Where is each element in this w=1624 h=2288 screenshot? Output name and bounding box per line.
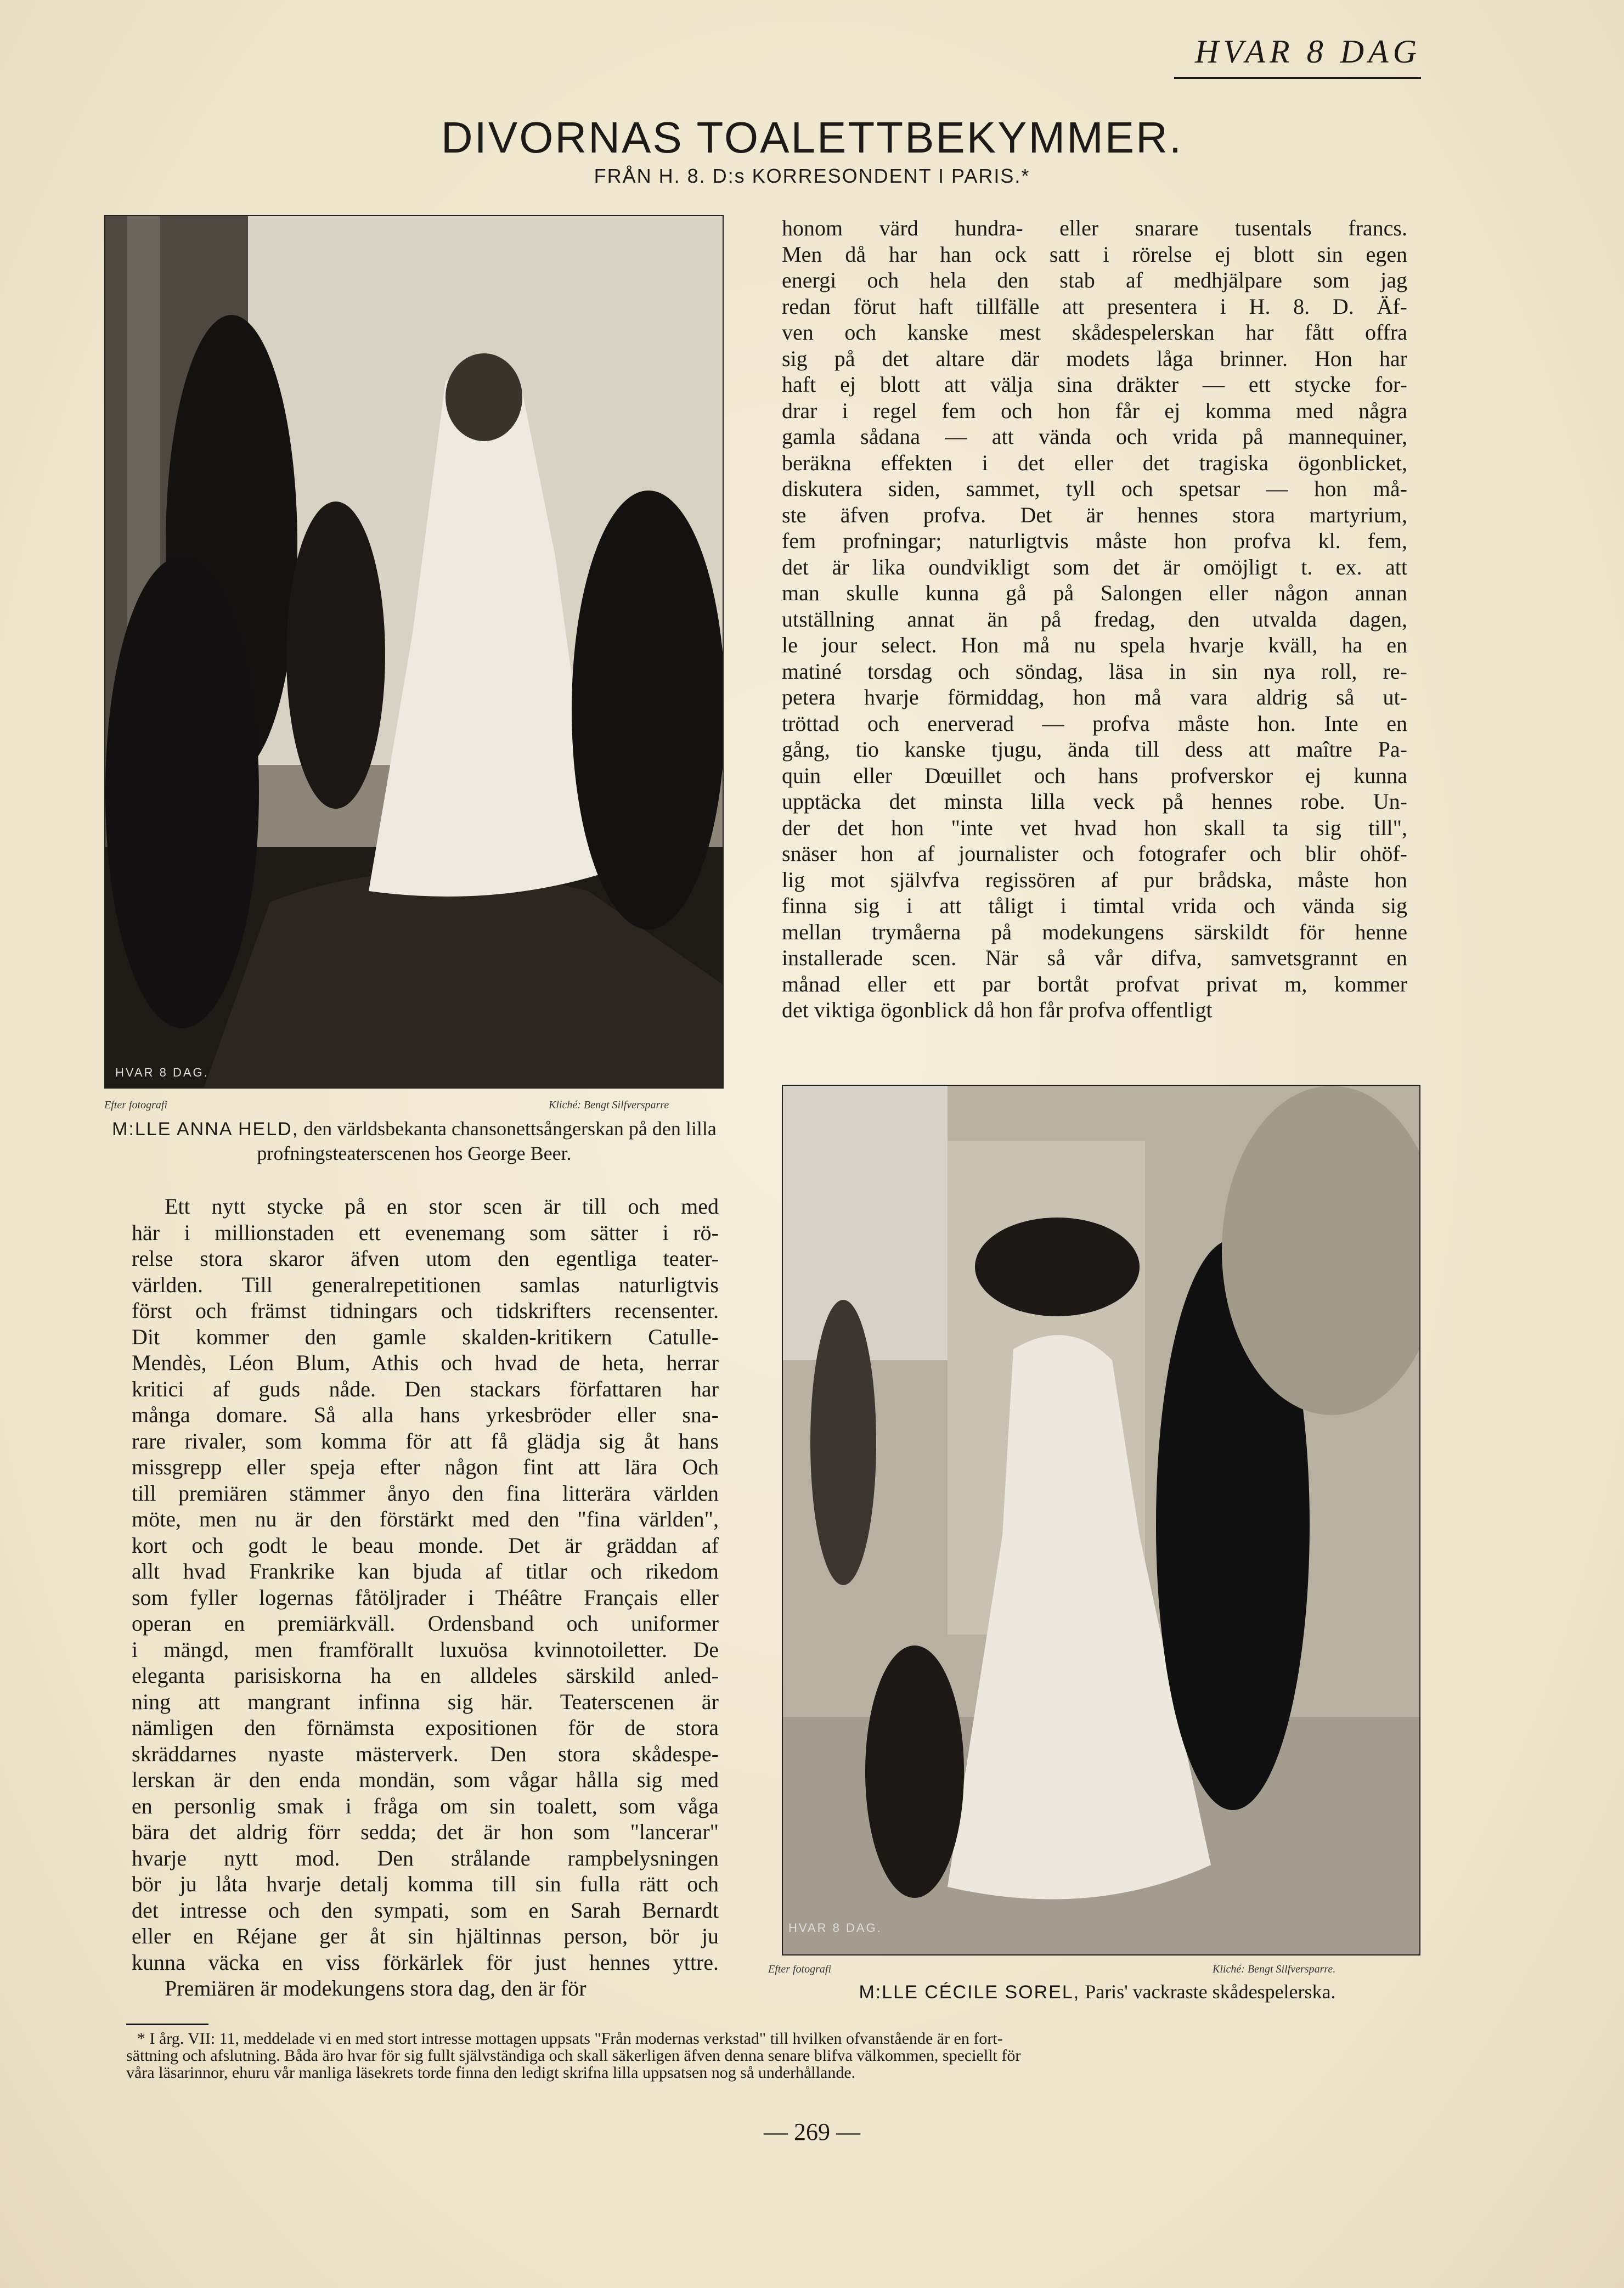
text-line: finna sig i att tåligt i timtal vrida och vända sig (782, 893, 1407, 918)
text-line: operan en premiärkväll. Ordensband och uniformer (132, 1611, 719, 1636)
text-line: le jour select. Hon må nu spela hvarje kväll, ha en (782, 633, 1407, 657)
article-subtitle: FRÅN H. 8. D:s KORRESONDENT I PARIS.* (594, 165, 1030, 187)
text-line: honom värd hundra- eller snarare tusentals francs. (782, 216, 1407, 240)
text-line: quin eller Dœuillet och hans profverskor ej kunna (782, 763, 1407, 788)
photo-cecile-sorel-credit-left: Efter fotografi (768, 1963, 831, 1975)
text-line: der det hon "inte vet hvad hon skall ta sig till", (782, 815, 1407, 840)
text-line: man skulle kunna gå på Salongen eller någon annan (782, 581, 1407, 605)
footnote (126, 2030, 1388, 2081)
photo-cecile-sorel-credit-right: Kliché: Bengt Silfversparre. (1213, 1963, 1336, 1975)
text-line: gamla sådana — att vända och vrida på mannequiner, (782, 424, 1407, 449)
text-line: relse stora skaror äfven utom den egentliga teater- (132, 1246, 719, 1271)
text-line: beräkna effekten i det eller det tragiska ögonblicket, (782, 450, 1407, 475)
text-line: Ett nytt stycke på en stor scen är till och med (165, 1194, 719, 1219)
text-line: ning att mangrant infinna sig här. Teaterscenen är (132, 1689, 719, 1714)
text-line: först och främst tidningars och tidskrifters recensenter. (132, 1298, 719, 1323)
text-line: missgrepp eller speja efter någon fint att lära Och (132, 1455, 719, 1479)
text-line: bör ju låta hvarje detalj komma till sin fulla rätt och (132, 1872, 719, 1896)
text-line: eleganta parisiskorna ha en alldeles särskild anled- (132, 1663, 719, 1688)
text-line: upptäcka det minsta lilla veck på hennes robe. Un- (782, 789, 1407, 814)
photo-anna-held-caption (99, 1117, 730, 1165)
photo-anna-held-caption-name: M:LLE ANNA HELD, (112, 1119, 299, 1140)
photo-anna-held (104, 215, 724, 1089)
text-line: allt hvad Frankrike kan bjuda af titlar och rikedom (132, 1559, 719, 1583)
text-line: rare rivaler, som komma för att få glädja sig åt hans (132, 1428, 719, 1453)
text-line: en personlig smak i fråga om sin toalett, som våga (132, 1793, 719, 1818)
text-line: lig mot självfva regissören af pur brådska, måste hon (782, 867, 1407, 892)
text-line: nämligen den förnämsta expositionen för de stora (132, 1715, 719, 1740)
text-line: bära det aldrig förr sedda; det är hon som "lancerar" (132, 1819, 719, 1844)
text-line: hvarje nytt mod. Den strålande rampbelysningen (132, 1845, 719, 1870)
text-line: kort och godt le beau monde. Det är gräddan af (132, 1532, 719, 1558)
text-line: utställning annat än på fredag, den utvalda dagen, (782, 606, 1407, 632)
text-line: det viktiga ögonblick då hon får profva offentligt (782, 998, 1213, 1022)
text-line: det är lika oundvikligt som det är omöjligt t. ex. att (782, 554, 1407, 579)
text-line: kritici af guds nåde. Den stackars författaren har (132, 1376, 719, 1401)
text-line: många domare. Så alla hans yrkesbröder eller sna- (132, 1402, 719, 1427)
photo-anna-held-tag: HVAR 8 DAG. (115, 1066, 209, 1079)
photo-anna-held-credit-left: Efter fotografi (104, 1099, 167, 1111)
text-line: diskutera siden, sammet, tyll och spetsar — hon må- (782, 476, 1407, 501)
text-line: energi och hela den stab af medhjälpare som jag (782, 268, 1407, 292)
page-number: — 269 — (764, 2118, 860, 2145)
text-line: haft ej blott att välja sina dräkter — ett stycke for- (782, 372, 1407, 397)
article-title: DIVORNAS TOALETTBEKYMMER. (441, 113, 1183, 162)
photo-cecile-sorel-image (783, 1086, 1419, 1954)
text-line: sig på det altare där modets låga brinner. Hon har (782, 346, 1407, 371)
text-line: gång, tio kanske tjugu, ända till dess att maître Pa- (782, 737, 1407, 762)
article-column-left (132, 1193, 719, 2002)
text-line: petera hvarje förmiddag, hon må vara aldrig så ut- (782, 685, 1407, 709)
text-line: det intresse och den sympati, som en Sarah Bernardt (132, 1897, 719, 1923)
photo-anna-held-image (105, 216, 723, 1087)
photo-cecile-sorel-tag: HVAR 8 DAG. (788, 1921, 882, 1935)
footnote-line: våra läsarinnor, ehuru vår manliga läsekrets torde finna den ledigt skrifna lilla uppsatsen nog så underhållande. (126, 2064, 856, 2082)
text-line: ven och kanske mest skådespelerskan har fått offra (782, 320, 1407, 345)
photo-cecile-sorel-caption-name: M:LLE CÉCILE SOREL, (859, 1982, 1080, 2003)
text-line: snäser hon af journalister och fotografer och blir ohöf- (782, 841, 1407, 866)
text-line: ste äfven profva. Det är hennes stora martyrium, (782, 502, 1407, 527)
text-line: kunna väcka en viss förkärlek för just hennes yttre. (132, 1949, 719, 1975)
text-line: i mängd, men framförallt luxuösa kvinnotoiletter. De (132, 1637, 719, 1662)
text-line: eller en Réjane ger åt sin hjältinnas person, bör ju (132, 1924, 719, 1948)
text-line: Men då har han ock satt i rörelse ej blott sin egen (782, 241, 1407, 267)
footnote-line: * I årg. VII: 11, meddelade vi en med stort intresse mottagen uppsats "Från modernas verkstad" till hvilken ofvanstående är en fort- (137, 2030, 1003, 2048)
article-column-right (782, 215, 1407, 1023)
text-line: tröttad och enerverad — profva måste hon. Inte en (782, 711, 1407, 736)
text-line: här i millionstaden ett evenemang som sätter i rö- (132, 1220, 719, 1245)
text-line: skräddarnes nyaste mästerverk. Den stora skådespe- (132, 1741, 719, 1766)
photo-cecile-sorel-caption (768, 1980, 1426, 2004)
text-line: installerade scen. När så vår difva, samvetsgrannt en (782, 945, 1407, 970)
text-line: redan förut haft tillfälle att presentera i H. 8. D. Äf- (782, 294, 1407, 319)
photo-cecile-sorel (782, 1085, 1420, 1955)
footnote-line: sättning och afslutning. Båda äro hvar för sig fullt självständiga och skall säkerligen äfven denna senare blifva välkommen, speciellt för (126, 2047, 1021, 2065)
text-line: till premiären stämmer ånyo den fina litterära världen (132, 1480, 719, 1506)
text-line: Mendès, Léon Blum, Athis och hvad de heta, herrar (132, 1350, 719, 1375)
text-line: lerskan är den enda mondän, som vågar hålla sig med (132, 1767, 719, 1792)
text-line: världen. Till generalrepetitionen samlas naturligtvis (132, 1272, 719, 1297)
photo-cecile-sorel-caption-text: Paris' vackraste skådespelerska. (1085, 1981, 1336, 2003)
masthead: HVAR 8 DAG (1174, 33, 1421, 79)
photo-anna-held-credit-right: Kliché: Bengt Silfversparre (549, 1099, 669, 1111)
text-line: möte, men nu är den förstärkt med den "fina världen", (132, 1507, 719, 1531)
footnote-rule (126, 2024, 208, 2025)
text-line: fem profningar; naturligtvis måste hon profva kl. fem, (782, 528, 1407, 553)
text-line: mellan trymåerna på modekungens särskildt för henne (782, 919, 1407, 944)
text-line: drar i regel fem och hon får ej komma med några (782, 398, 1407, 423)
text-line: matiné torsdag och söndag, läsa in sin nya roll, re- (782, 658, 1407, 684)
text-line: som fyller logernas fåtöljrader i Théâtre Français eller (132, 1585, 719, 1610)
text-line: Premiären är modekungens stora dag, den är för (165, 1976, 587, 2000)
text-line: månad eller ett par bortåt profvat privat m, kommer (782, 971, 1407, 996)
text-line: Dit kommer den gamle skalden-kritikern Catulle- (132, 1324, 719, 1349)
photo-anna-held-caption-text: den världsbekanta chansonettsångerskan på den lilla profningsteaterscenen hos George Beer. (257, 1118, 717, 1164)
